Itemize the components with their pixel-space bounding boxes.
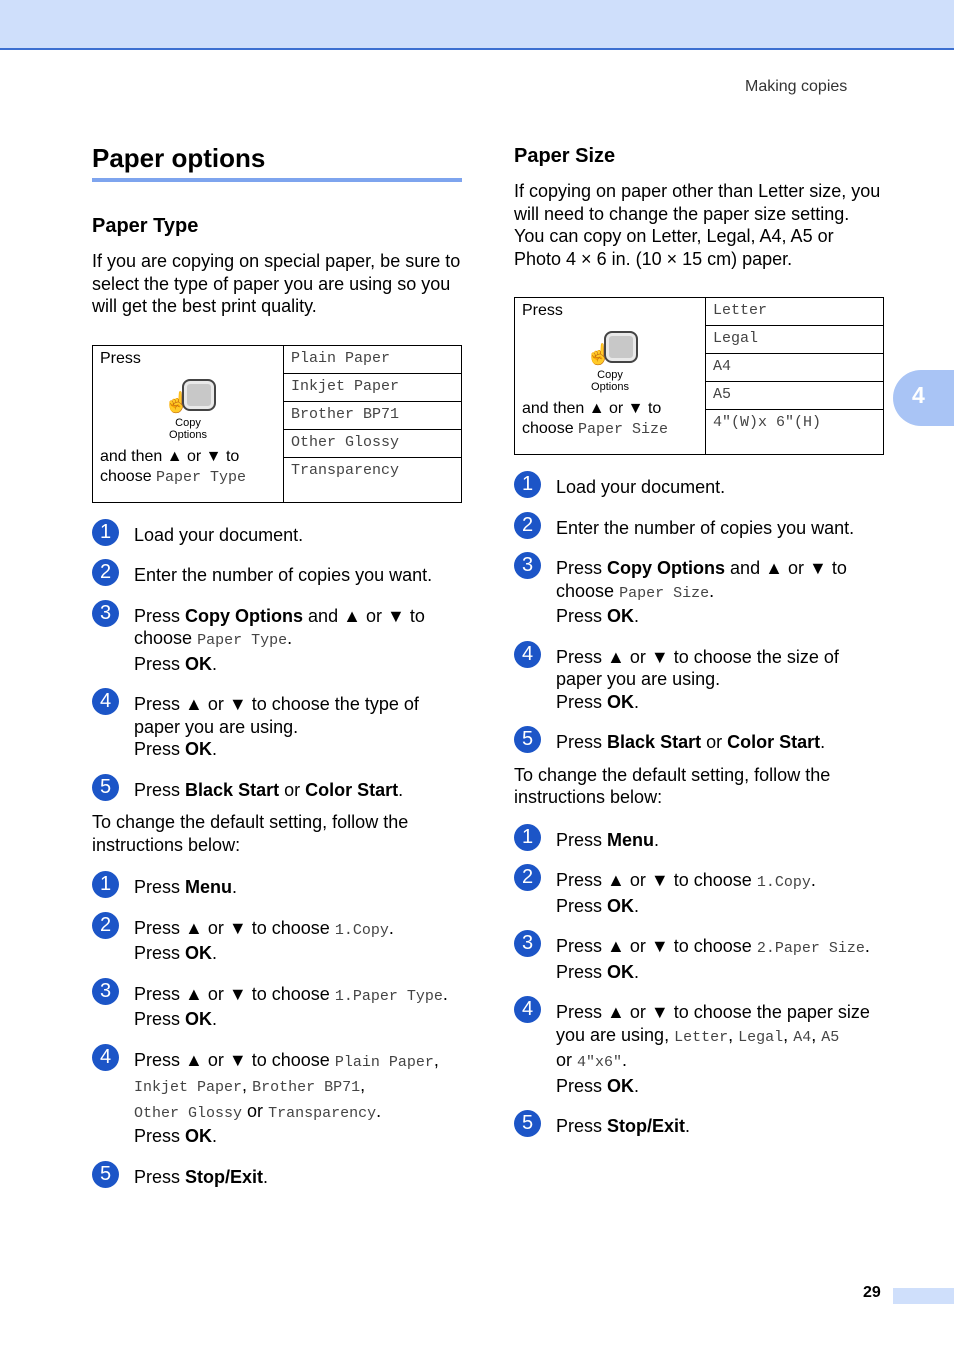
key-menu: Menu [607,829,655,850]
key-color-start: Color Start [305,779,399,800]
step-item [514,473,884,499]
step-item [92,561,462,587]
step-item [92,873,462,899]
punct: . [212,1009,218,1029]
page-number-bar [893,1288,954,1304]
option-cell: Letter [706,298,884,326]
word: or [556,1050,573,1070]
key-ok: OK [185,653,213,674]
step-number: 3 [514,552,541,579]
step-number: 2 [92,559,119,586]
key-ok: OK [185,1009,213,1029]
key-copy-options: Copy Options [607,558,726,578]
up-arrow-icon: ▲ [607,870,625,890]
option-cell: Inkjet Paper [284,373,462,401]
and-then-text: and then ▲ or ▼ to [522,400,662,417]
word: Press [556,646,603,667]
chapter-number: 4 [912,382,925,408]
paper-size-table [514,297,884,455]
word: or [207,694,224,714]
option-cell: Transparency [284,457,462,502]
paper-type-steps [92,520,462,802]
word: or [207,983,224,1004]
word: or [629,936,646,956]
key-black-start: Black Start [607,732,702,752]
down-arrow-icon: ▼ [228,917,247,938]
step-item [92,979,462,1031]
step-number: 5 [92,774,119,801]
step-number: 1 [92,519,119,546]
menu-text: A4 [793,1028,812,1046]
word: and [730,558,761,578]
paper-size-intro: If copying on paper other than Letter size, you will need to change the paper size setting. You can copy on Letter, Legal, A4, A5 or Photo 4 × 6 in. (10 × 15 cm) paper. [514,181,881,269]
press-cell [93,345,284,502]
menu-text: Transparency [268,1104,377,1122]
choose-text: choose [100,467,152,485]
step-number: 4 [92,1044,119,1071]
copy-options-button-icon: ☝ Copy Options [158,377,218,441]
section-title: Paper options [92,143,266,173]
word: or [706,732,723,752]
down-arrow-icon: ▼ [650,936,669,956]
down-arrow-icon: ▼ [228,983,247,1004]
step-item [514,932,884,983]
word: or [787,558,804,578]
step-number: 1 [514,824,541,851]
option-cell: Other Glossy [284,429,462,457]
paper-size-heading: Paper Size [514,145,616,167]
word: and [308,605,339,626]
word: Press [134,917,181,938]
word: to [409,605,425,626]
option-cell: Plain Paper [284,345,462,373]
step-text: to choose the type of paper you are using. [134,694,419,737]
step-number: 3 [92,978,119,1005]
menu-text: 1.Paper Type [334,987,443,1005]
key-copy-options: Copy Options [185,605,304,626]
and-then-text: and then ▲ or ▼ to [100,447,240,465]
left-column [92,142,462,1188]
option-cell: 4"(W)x 6"(H) [706,410,884,455]
down-arrow-icon: ▼ [650,1002,669,1022]
word: or [629,646,646,667]
punct: . [388,917,394,938]
word: Press [556,606,603,626]
word: Press [134,877,181,897]
punct: . [820,732,826,752]
word: or [365,605,382,626]
down-arrow-icon: ▼ [808,558,827,578]
word: or [284,779,301,800]
key-color-start: Color Start [727,732,821,752]
punct: . [398,779,404,800]
punct: . [212,943,218,963]
menu-text: Paper Type [197,632,288,649]
menu-text: Letter [674,1028,729,1046]
chapter-tab [893,370,954,426]
word: Press [556,1075,603,1096]
key-ok: OK [607,1075,635,1096]
word: Press [556,829,603,850]
punct: . [864,936,870,956]
punct: . [232,877,238,897]
punct: . [376,1100,382,1121]
press-cell [515,298,706,455]
step-item [514,998,884,1097]
press-label: Press [522,302,563,319]
menu-text: A5 [821,1028,840,1046]
step-item [92,601,462,676]
default-setting-text: To change the default setting, follow the instructions below: [92,812,409,855]
word: Press [134,1166,181,1187]
step-text: Enter the number of copies you want. [134,565,433,585]
title-rule [92,178,462,182]
key-ok: OK [607,606,635,626]
step-item [92,775,462,802]
choose-text: choose [522,420,574,437]
step-number: 4 [514,641,541,668]
punct: . [634,961,640,982]
step-item [514,728,884,754]
word: Press [134,1126,181,1146]
step-number: 1 [92,871,119,898]
paper-type-table [92,345,462,503]
step-text: Load your document. [556,477,726,497]
step-item [92,520,462,547]
punct: , [433,1049,439,1070]
word: or [629,1002,646,1022]
option-cell: A5 [706,382,884,410]
copy-options-button-icon: ☝ Copy Options [580,329,640,393]
up-arrow-icon: ▲ [765,558,783,578]
step-item [514,1112,884,1138]
word: or [207,917,224,938]
punct: . [212,1126,218,1146]
key-ok: OK [607,895,635,916]
option-cell: A4 [706,354,884,382]
paper-type-intro: If you are copying on special paper, be sure to select the type of paper you are using so you will get the best print quality. [92,251,461,316]
step-number: 2 [514,512,541,539]
punct: , [360,1075,366,1095]
word: Press [556,691,603,712]
default-steps [514,825,884,1138]
punct: , [728,1024,734,1045]
punct: , [242,1075,248,1095]
step-item [92,1162,462,1189]
down-arrow-icon: ▼ [228,1049,247,1070]
step-text: to choose the size of paper you are using. [556,646,839,689]
copy-options-label: Copy Options [591,369,629,393]
punct: . [654,829,660,850]
choose-menu-text: Paper Type [156,468,247,486]
key-ok: OK [607,691,635,712]
punct: . [634,1075,640,1096]
option-cell: Legal [706,326,884,354]
paper-type-heading: Paper Type [92,215,199,237]
punct: . [634,895,640,916]
key-stop-exit: Stop/Exit [607,1116,686,1136]
menu-text: Other Glossy [134,1104,243,1122]
word: to choose [251,917,330,938]
word: Press [134,983,181,1004]
menu-text: Paper Size [619,584,710,602]
step-item [514,866,884,917]
word: to choose [251,1049,330,1070]
step-number: 3 [514,930,541,957]
key-ok: OK [185,739,213,759]
up-arrow-icon: ▲ [185,983,203,1004]
up-arrow-icon: ▲ [185,917,203,938]
word: to choose [673,936,752,956]
step-number: 5 [92,1161,119,1188]
punct: . [212,739,218,759]
key-stop-exit: Stop/Exit [185,1166,264,1187]
punct: . [634,606,640,626]
word: to [831,558,847,578]
key-ok: OK [185,943,213,963]
key-black-start: Black Start [185,779,280,800]
key-ok: OK [607,961,635,982]
step-item [514,554,884,628]
punct: . [634,691,640,712]
default-steps [92,873,462,1188]
word: Press [556,732,603,752]
page-number: 29 [863,1284,881,1301]
step-item [514,825,884,852]
step-text: Load your document. [134,524,304,545]
down-arrow-icon: ▼ [386,605,405,626]
word: Press [556,936,603,956]
up-arrow-icon: ▲ [343,605,361,626]
menu-text: 4"x6" [577,1054,623,1071]
down-arrow-icon: ▼ [228,694,247,714]
step-text: to choose the paper size you are using, [556,1002,870,1045]
menu-text: 1.Copy [756,874,811,891]
up-arrow-icon: ▲ [185,1049,203,1070]
up-arrow-icon: ▲ [607,936,625,956]
step-item [92,690,462,761]
down-arrow-icon: ▼ [650,870,669,890]
key-ok: OK [185,1126,213,1146]
step-item [92,913,462,965]
copy-options-label: Copy Options [169,416,207,441]
punct: . [442,983,448,1004]
menu-text: 1.Copy [334,921,389,939]
top-banner [0,0,954,50]
up-arrow-icon: ▲ [607,1002,625,1022]
word: or [247,1100,264,1121]
word: or [207,1049,224,1070]
up-arrow-icon: ▲ [185,694,203,714]
menu-text: Legal [738,1028,784,1046]
word: choose [134,628,193,648]
menu-text: Inkjet Paper [134,1079,243,1096]
paper-size-steps [514,473,884,754]
step-item [514,642,884,714]
word: or [629,870,646,890]
word: to choose [673,870,752,890]
step-number: 3 [92,600,119,627]
step-number: 4 [92,688,119,715]
word: Press [556,558,603,578]
menu-text: Plain Paper [334,1053,434,1071]
step-number: 5 [514,1110,541,1137]
menu-text: 2.Paper Size [756,940,865,957]
down-arrow-icon: ▼ [650,646,669,667]
menu-text: Brother BP71 [252,1079,361,1096]
punct: . [212,653,218,674]
word: Press [134,779,181,800]
word: Press [134,739,181,759]
word: Press [134,694,181,714]
step-item [514,513,884,540]
press-label: Press [100,349,141,367]
word: choose [556,580,615,601]
punct: , [811,1024,817,1045]
choose-menu-text: Paper Size [578,421,669,438]
word: Press [134,1049,181,1070]
punct: . [810,870,816,890]
word: Press [134,605,181,626]
step-number: 4 [514,996,541,1023]
step-item [92,1045,462,1148]
step-number: 1 [514,471,541,498]
punct: . [263,1166,269,1187]
punct: . [685,1116,691,1136]
option-cell: Brother BP71 [284,401,462,429]
step-number: 2 [92,912,119,939]
step-number: 2 [514,864,541,891]
key-menu: Menu [185,877,233,897]
word: Press [556,895,603,916]
step-number: 5 [514,726,541,753]
punct: . [287,628,293,648]
default-setting-text: To change the default setting, follow the instructions below: [514,764,831,807]
word: Press [556,870,603,890]
word: Press [134,1009,181,1029]
word: Press [134,653,181,674]
punct: , [783,1024,789,1045]
step-text: Enter the number of copies you want. [556,517,855,538]
word: Press [134,943,181,963]
word: Press [556,961,603,982]
up-arrow-icon: ▲ [607,646,625,667]
punct: . [709,580,715,601]
running-header: Making copies [745,78,848,95]
word: to choose [251,983,330,1004]
word: Press [556,1002,603,1022]
right-column [514,142,884,1138]
word: Press [556,1116,603,1136]
punct: . [622,1050,628,1070]
